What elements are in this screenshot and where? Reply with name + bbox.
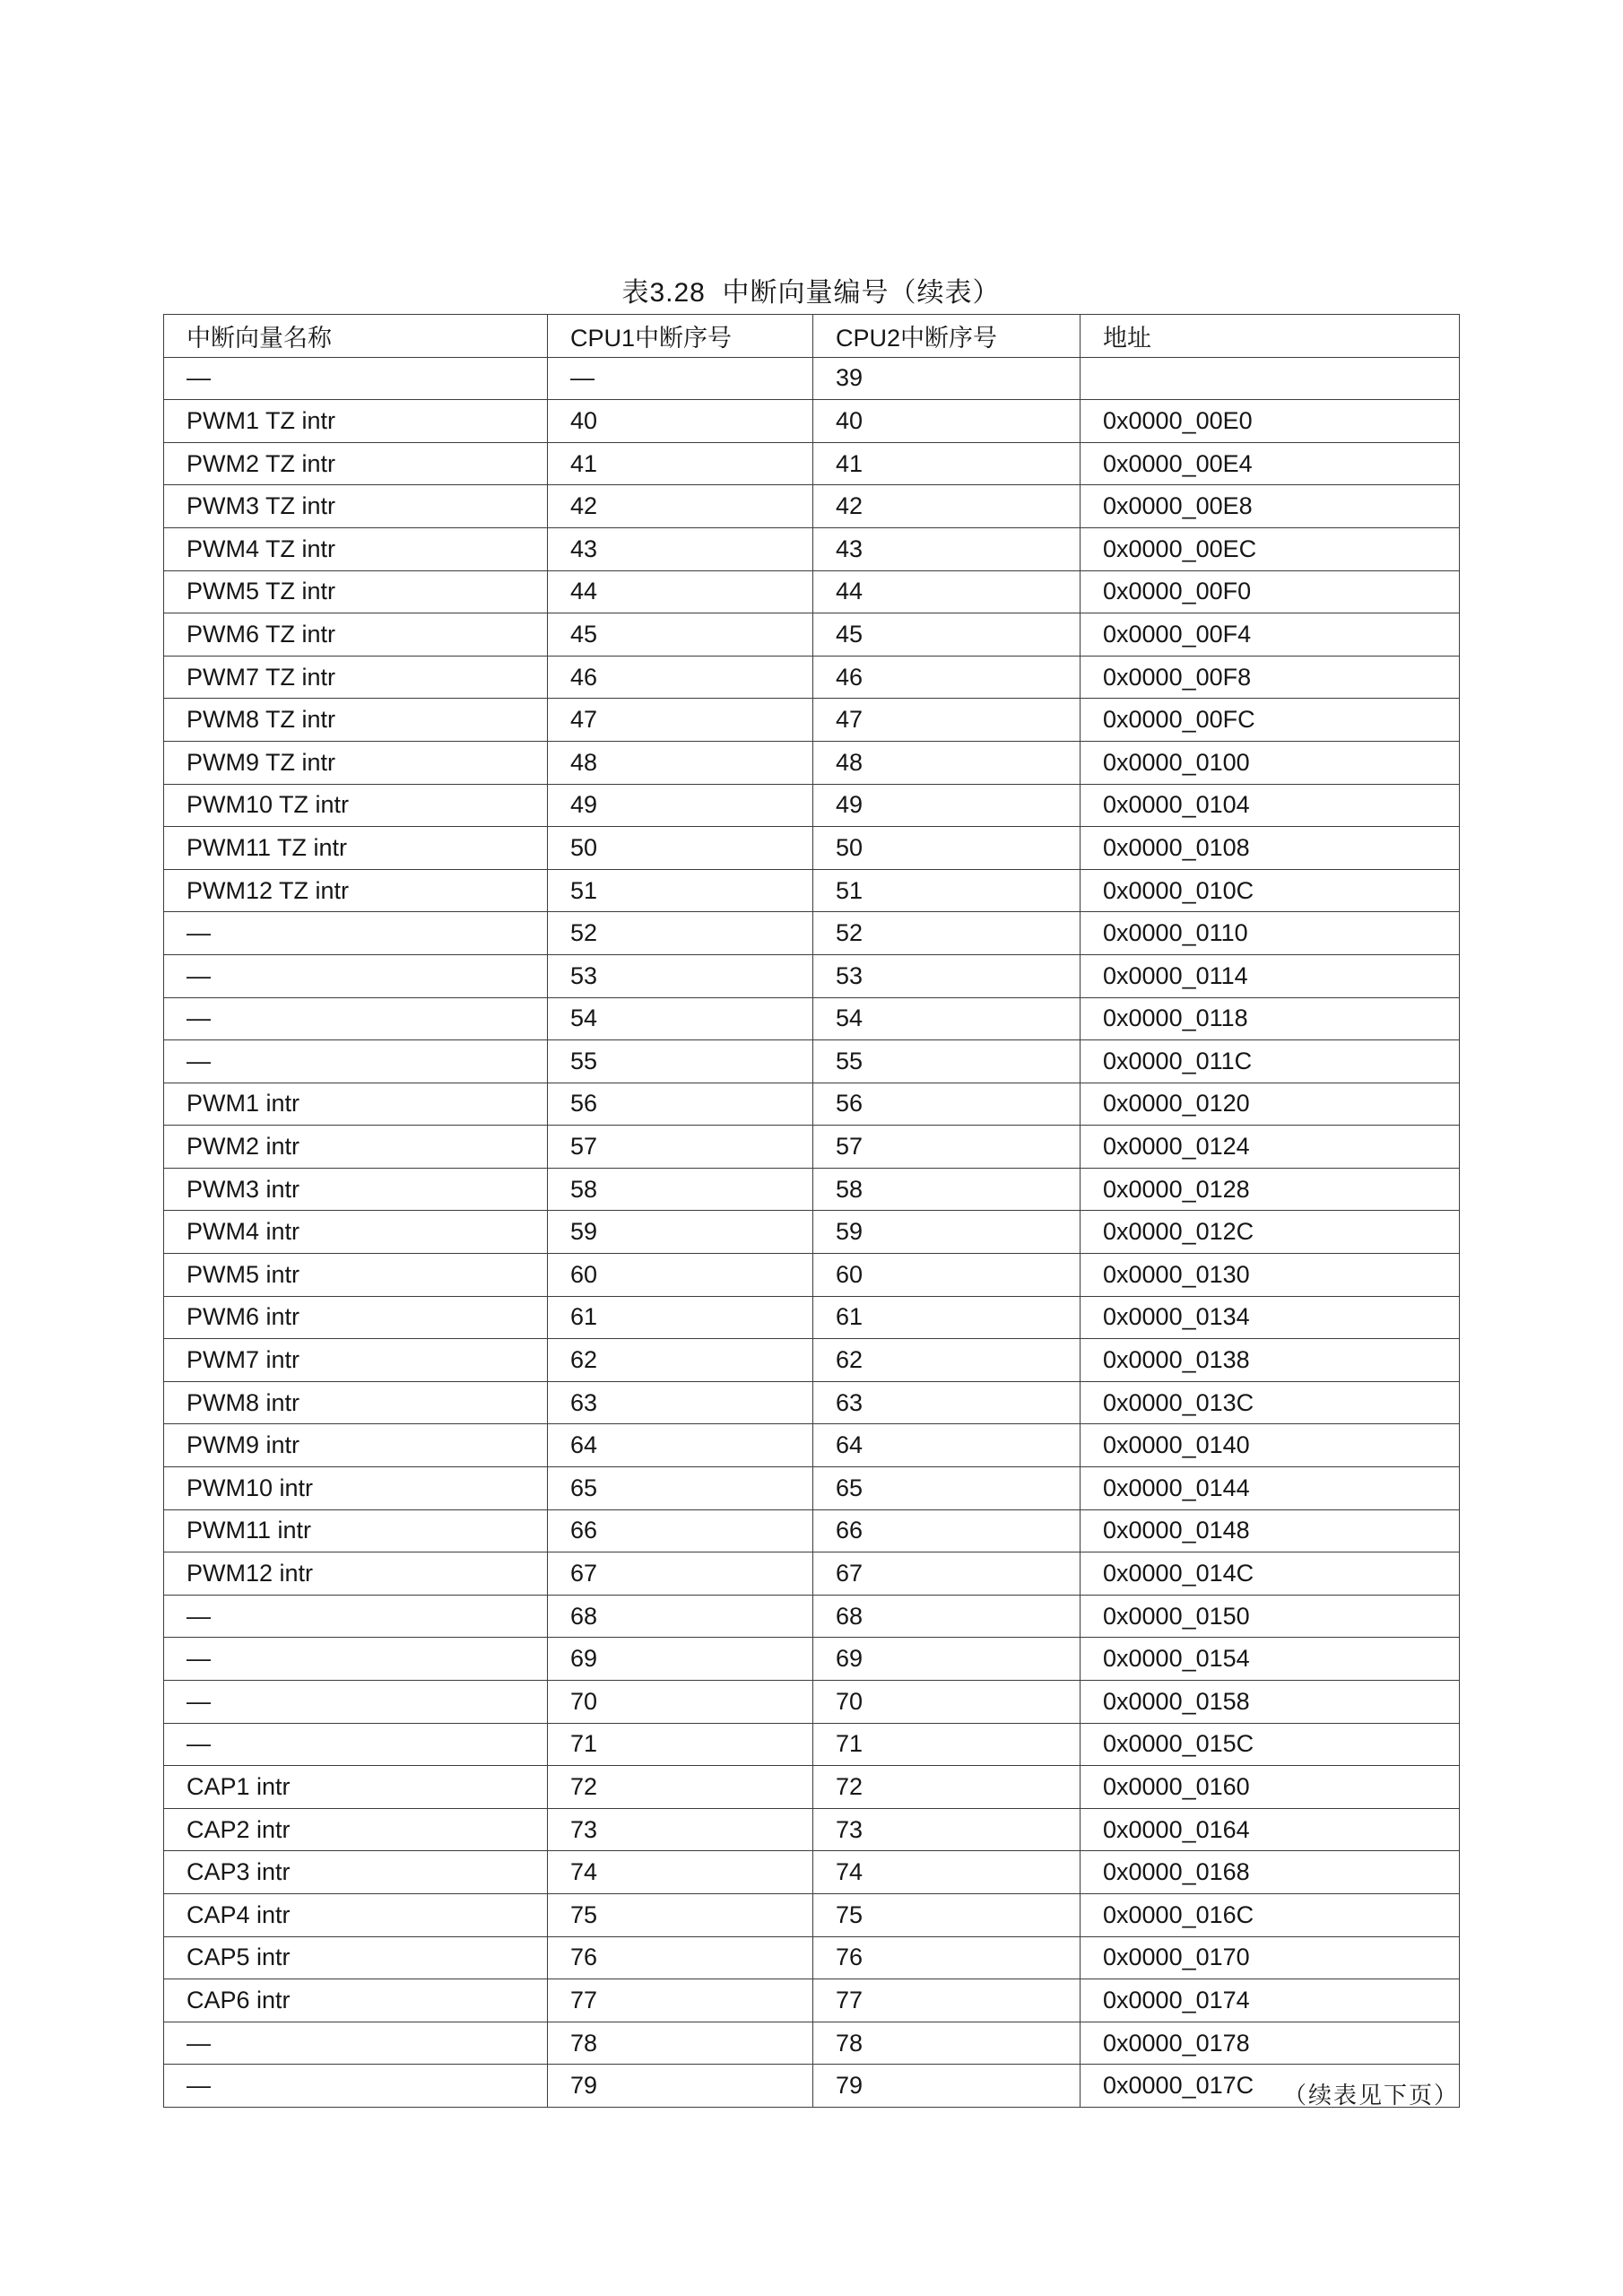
cpu2-number-cell: 50: [813, 827, 1081, 870]
cpu1-number-cell: 45: [548, 613, 813, 657]
vector-name-cell: —: [164, 997, 548, 1040]
table-row: [164, 1936, 1460, 1979]
table-row: [164, 1808, 1460, 1851]
cpu2-number-cell: 59: [813, 1211, 1081, 1254]
cpu2-number-cell: 75: [813, 1893, 1081, 1936]
cpu2-number-cell: 52: [813, 912, 1081, 955]
table-row: [164, 400, 1460, 443]
cpu2-number-cell: 71: [813, 1723, 1081, 1766]
table-row: [164, 656, 1460, 699]
table-row: [164, 827, 1460, 870]
vector-name-cell: —: [164, 1681, 548, 1724]
address-cell: [1081, 357, 1460, 400]
address-cell: 0x0000_0130: [1081, 1254, 1460, 1297]
cpu1-number-cell: 46: [548, 656, 813, 699]
table-title: 表3.28 中断向量编号（续表）: [621, 278, 1001, 308]
table-row: [164, 1211, 1460, 1254]
cpu1-number-cell: 69: [548, 1638, 813, 1681]
vector-name-cell: PWM9 TZ intr: [164, 741, 548, 784]
table-row: [164, 1381, 1460, 1424]
address-cell: 0x0000_00F0: [1081, 570, 1460, 613]
vector-name-cell: PWM10 TZ intr: [164, 784, 548, 827]
cpu1-number-cell: 73: [548, 1808, 813, 1851]
vector-name-cell: PWM9 intr: [164, 1424, 548, 1467]
cpu2-number-cell: 72: [813, 1766, 1081, 1809]
vector-name-cell: CAP1 intr: [164, 1766, 548, 1809]
vector-name-cell: PWM4 TZ intr: [164, 527, 548, 570]
vector-name-cell: PWM12 intr: [164, 1552, 548, 1596]
vector-name-cell: PWM5 intr: [164, 1254, 548, 1297]
table-row: [164, 699, 1460, 742]
cpu1-number-cell: 75: [548, 1893, 813, 1936]
cpu1-number-cell: 79: [548, 2065, 813, 2108]
table-row: [164, 954, 1460, 997]
table-row: [164, 1681, 1460, 1724]
table-header-row: [164, 315, 1460, 358]
table-row: [164, 570, 1460, 613]
vector-name-cell: —: [164, 1040, 548, 1083]
cpu2-number-cell: 66: [813, 1509, 1081, 1552]
cpu2-number-cell: 54: [813, 997, 1081, 1040]
table-row: [164, 1766, 1460, 1809]
cpu1-number-cell: 71: [548, 1723, 813, 1766]
table-row: [164, 1126, 1460, 1169]
cpu2-number-cell: 39: [813, 357, 1081, 400]
column-header-cpu1-number: CPU1中断序号: [548, 315, 813, 358]
address-cell: 0x0000_0148: [1081, 1509, 1460, 1552]
cpu2-number-cell: 76: [813, 1936, 1081, 1979]
address-cell: 0x0000_00E4: [1081, 442, 1460, 485]
cpu1-number-cell: 49: [548, 784, 813, 827]
cpu1-number-cell: 66: [548, 1509, 813, 1552]
cpu2-number-cell: 46: [813, 656, 1081, 699]
table-row: [164, 1595, 1460, 1638]
continuation-note: （续表见下页）: [1282, 2082, 1459, 2109]
vector-name-cell: PWM5 TZ intr: [164, 570, 548, 613]
address-cell: 0x0000_0124: [1081, 1126, 1460, 1169]
cpu2-number-cell: 57: [813, 1126, 1081, 1169]
vector-name-cell: PWM3 TZ intr: [164, 485, 548, 528]
vector-name-cell: PWM7 TZ intr: [164, 656, 548, 699]
vector-name-cell: —: [164, 1723, 548, 1766]
cpu1-number-cell: 54: [548, 997, 813, 1040]
address-cell: 0x0000_0140: [1081, 1424, 1460, 1467]
cpu1-number-cell: 48: [548, 741, 813, 784]
address-cell: 0x0000_0110: [1081, 912, 1460, 955]
table-row: [164, 2022, 1460, 2065]
column-header-vector-name: 中断向量名称: [164, 315, 548, 358]
cpu1-number-cell: 57: [548, 1126, 813, 1169]
cpu1-number-cell: 59: [548, 1211, 813, 1254]
vector-name-cell: PWM8 intr: [164, 1381, 548, 1424]
cpu2-number-cell: 77: [813, 1979, 1081, 2022]
table-row: [164, 1424, 1460, 1467]
vector-name-cell: —: [164, 357, 548, 400]
table-row: [164, 1509, 1460, 1552]
address-cell: 0x0000_0154: [1081, 1638, 1460, 1681]
cpu1-number-cell: 78: [548, 2022, 813, 2065]
cpu2-number-cell: 74: [813, 1851, 1081, 1894]
cpu2-number-cell: 49: [813, 784, 1081, 827]
vector-name-cell: PWM2 intr: [164, 1126, 548, 1169]
cpu2-number-cell: 73: [813, 1808, 1081, 1851]
vector-name-cell: —: [164, 1595, 548, 1638]
cpu1-number-cell: 56: [548, 1083, 813, 1126]
vector-name-cell: PWM8 TZ intr: [164, 699, 548, 742]
cpu1-number-cell: 67: [548, 1552, 813, 1596]
vector-name-cell: —: [164, 912, 548, 955]
address-cell: 0x0000_0158: [1081, 1681, 1460, 1724]
address-cell: 0x0000_0150: [1081, 1595, 1460, 1638]
table-row: [164, 527, 1460, 570]
address-cell: 0x0000_012C: [1081, 1211, 1460, 1254]
table-row: [164, 1893, 1460, 1936]
table-row: [164, 1467, 1460, 1510]
table-row: [164, 1083, 1460, 1126]
cpu2-number-cell: 65: [813, 1467, 1081, 1510]
cpu1-number-cell: 62: [548, 1339, 813, 1382]
cpu2-number-cell: 44: [813, 570, 1081, 613]
cpu2-number-cell: 56: [813, 1083, 1081, 1126]
vector-name-cell: PWM1 intr: [164, 1083, 548, 1126]
cpu1-number-cell: 47: [548, 699, 813, 742]
vector-name-cell: CAP2 intr: [164, 1808, 548, 1851]
vector-name-cell: —: [164, 1638, 548, 1681]
cpu1-number-cell: 63: [548, 1381, 813, 1424]
address-cell: 0x0000_017C: [1081, 2065, 1460, 2108]
table-row: [164, 997, 1460, 1040]
vector-name-cell: PWM6 intr: [164, 1296, 548, 1339]
cpu1-number-cell: 64: [548, 1424, 813, 1467]
address-cell: 0x0000_0104: [1081, 784, 1460, 827]
cpu1-number-cell: 42: [548, 485, 813, 528]
cpu2-number-cell: 51: [813, 869, 1081, 912]
cpu2-number-cell: 45: [813, 613, 1081, 657]
cpu2-number-cell: 61: [813, 1296, 1081, 1339]
address-cell: 0x0000_00F4: [1081, 613, 1460, 657]
address-cell: 0x0000_0144: [1081, 1467, 1460, 1510]
cpu1-number-cell: 77: [548, 1979, 813, 2022]
cpu2-number-cell: 64: [813, 1424, 1081, 1467]
vector-name-cell: —: [164, 2022, 548, 2065]
vector-name-cell: PWM11 TZ intr: [164, 827, 548, 870]
vector-name-cell: PWM3 intr: [164, 1168, 548, 1211]
cpu2-number-cell: 47: [813, 699, 1081, 742]
vector-name-cell: CAP4 intr: [164, 1893, 548, 1936]
address-cell: 0x0000_0120: [1081, 1083, 1460, 1126]
cpu2-number-cell: 40: [813, 400, 1081, 443]
table-row: [164, 1979, 1460, 2022]
table-row: [164, 613, 1460, 657]
cpu2-number-cell: 42: [813, 485, 1081, 528]
cpu1-number-cell: 65: [548, 1467, 813, 1510]
cpu1-number-cell: 52: [548, 912, 813, 955]
table-row: [164, 1254, 1460, 1297]
table-row: [164, 869, 1460, 912]
cpu2-number-cell: 55: [813, 1040, 1081, 1083]
address-cell: 0x0000_0160: [1081, 1766, 1460, 1809]
vector-name-cell: PWM6 TZ intr: [164, 613, 548, 657]
address-cell: 0x0000_0108: [1081, 827, 1460, 870]
cpu1-number-cell: 53: [548, 954, 813, 997]
cpu2-number-cell: 63: [813, 1381, 1081, 1424]
cpu2-number-cell: 68: [813, 1595, 1081, 1638]
address-cell: 0x0000_0168: [1081, 1851, 1460, 1894]
cpu2-number-cell: 67: [813, 1552, 1081, 1596]
cpu1-number-cell: 51: [548, 869, 813, 912]
cpu1-number-cell: 58: [548, 1168, 813, 1211]
cpu2-number-cell: 53: [813, 954, 1081, 997]
cpu1-number-cell: 76: [548, 1936, 813, 1979]
address-cell: 0x0000_0138: [1081, 1339, 1460, 1382]
vector-name-cell: —: [164, 954, 548, 997]
address-cell: 0x0000_013C: [1081, 1381, 1460, 1424]
address-cell: 0x0000_00FC: [1081, 699, 1460, 742]
vector-name-cell: PWM1 TZ intr: [164, 400, 548, 443]
vector-name-cell: PWM10 intr: [164, 1467, 548, 1510]
cpu2-number-cell: 48: [813, 741, 1081, 784]
address-cell: 0x0000_0164: [1081, 1808, 1460, 1851]
cpu2-number-cell: 78: [813, 2022, 1081, 2065]
cpu1-number-cell: 74: [548, 1851, 813, 1894]
cpu2-number-cell: 60: [813, 1254, 1081, 1297]
cpu2-number-cell: 69: [813, 1638, 1081, 1681]
table-row: [164, 1296, 1460, 1339]
cpu2-number-cell: 70: [813, 1681, 1081, 1724]
cpu2-number-cell: 58: [813, 1168, 1081, 1211]
vector-name-cell: CAP3 intr: [164, 1851, 548, 1894]
cpu1-number-cell: —: [548, 357, 813, 400]
table-row: [164, 784, 1460, 827]
table-row: [164, 1851, 1460, 1894]
column-header-address: 地址: [1081, 315, 1460, 358]
table-row: [164, 485, 1460, 528]
table-row: [164, 442, 1460, 485]
table-row: [164, 1168, 1460, 1211]
cpu2-number-cell: 79: [813, 2065, 1081, 2108]
address-cell: 0x0000_0100: [1081, 741, 1460, 784]
table-row: [164, 1040, 1460, 1083]
vector-name-cell: PWM7 intr: [164, 1339, 548, 1382]
address-cell: 0x0000_011C: [1081, 1040, 1460, 1083]
vector-name-cell: PWM12 TZ intr: [164, 869, 548, 912]
table-row: [164, 1723, 1460, 1766]
cpu1-number-cell: 70: [548, 1681, 813, 1724]
address-cell: 0x0000_00E0: [1081, 400, 1460, 443]
address-cell: 0x0000_0174: [1081, 1979, 1460, 2022]
cpu1-number-cell: 55: [548, 1040, 813, 1083]
vector-name-cell: PWM2 TZ intr: [164, 442, 548, 485]
table-row: [164, 357, 1460, 400]
cpu1-number-cell: 61: [548, 1296, 813, 1339]
address-cell: 0x0000_0134: [1081, 1296, 1460, 1339]
address-cell: 0x0000_0178: [1081, 2022, 1460, 2065]
cpu1-number-cell: 41: [548, 442, 813, 485]
cpu1-number-cell: 43: [548, 527, 813, 570]
vector-name-cell: CAP5 intr: [164, 1936, 548, 1979]
address-cell: 0x0000_0128: [1081, 1168, 1460, 1211]
address-cell: 0x0000_0114: [1081, 954, 1460, 997]
address-cell: 0x0000_00EC: [1081, 527, 1460, 570]
column-header-cpu2-number: CPU2中断序号: [813, 315, 1081, 358]
vector-name-cell: —: [164, 2065, 548, 2108]
address-cell: 0x0000_015C: [1081, 1723, 1460, 1766]
table-row: [164, 1339, 1460, 1382]
table-row: [164, 912, 1460, 955]
cpu1-number-cell: 50: [548, 827, 813, 870]
cpu1-number-cell: 72: [548, 1766, 813, 1809]
vector-name-cell: PWM4 intr: [164, 1211, 548, 1254]
vector-name-cell: PWM11 intr: [164, 1509, 548, 1552]
address-cell: 0x0000_0170: [1081, 1936, 1460, 1979]
address-cell: 0x0000_00E8: [1081, 485, 1460, 528]
address-cell: 0x0000_00F8: [1081, 656, 1460, 699]
address-cell: 0x0000_014C: [1081, 1552, 1460, 1596]
cpu2-number-cell: 62: [813, 1339, 1081, 1382]
address-cell: 0x0000_0118: [1081, 997, 1460, 1040]
cpu1-number-cell: 60: [548, 1254, 813, 1297]
cpu2-number-cell: 41: [813, 442, 1081, 485]
table-row: [164, 1638, 1460, 1681]
address-cell: 0x0000_010C: [1081, 869, 1460, 912]
cpu1-number-cell: 68: [548, 1595, 813, 1638]
table-row: [164, 741, 1460, 784]
cpu1-number-cell: 44: [548, 570, 813, 613]
vector-name-cell: CAP6 intr: [164, 1979, 548, 2022]
table-row: [164, 1552, 1460, 1596]
cpu1-number-cell: 40: [548, 400, 813, 443]
address-cell: 0x0000_016C: [1081, 1893, 1460, 1936]
cpu2-number-cell: 43: [813, 527, 1081, 570]
interrupt-vector-table: [163, 314, 1460, 2108]
